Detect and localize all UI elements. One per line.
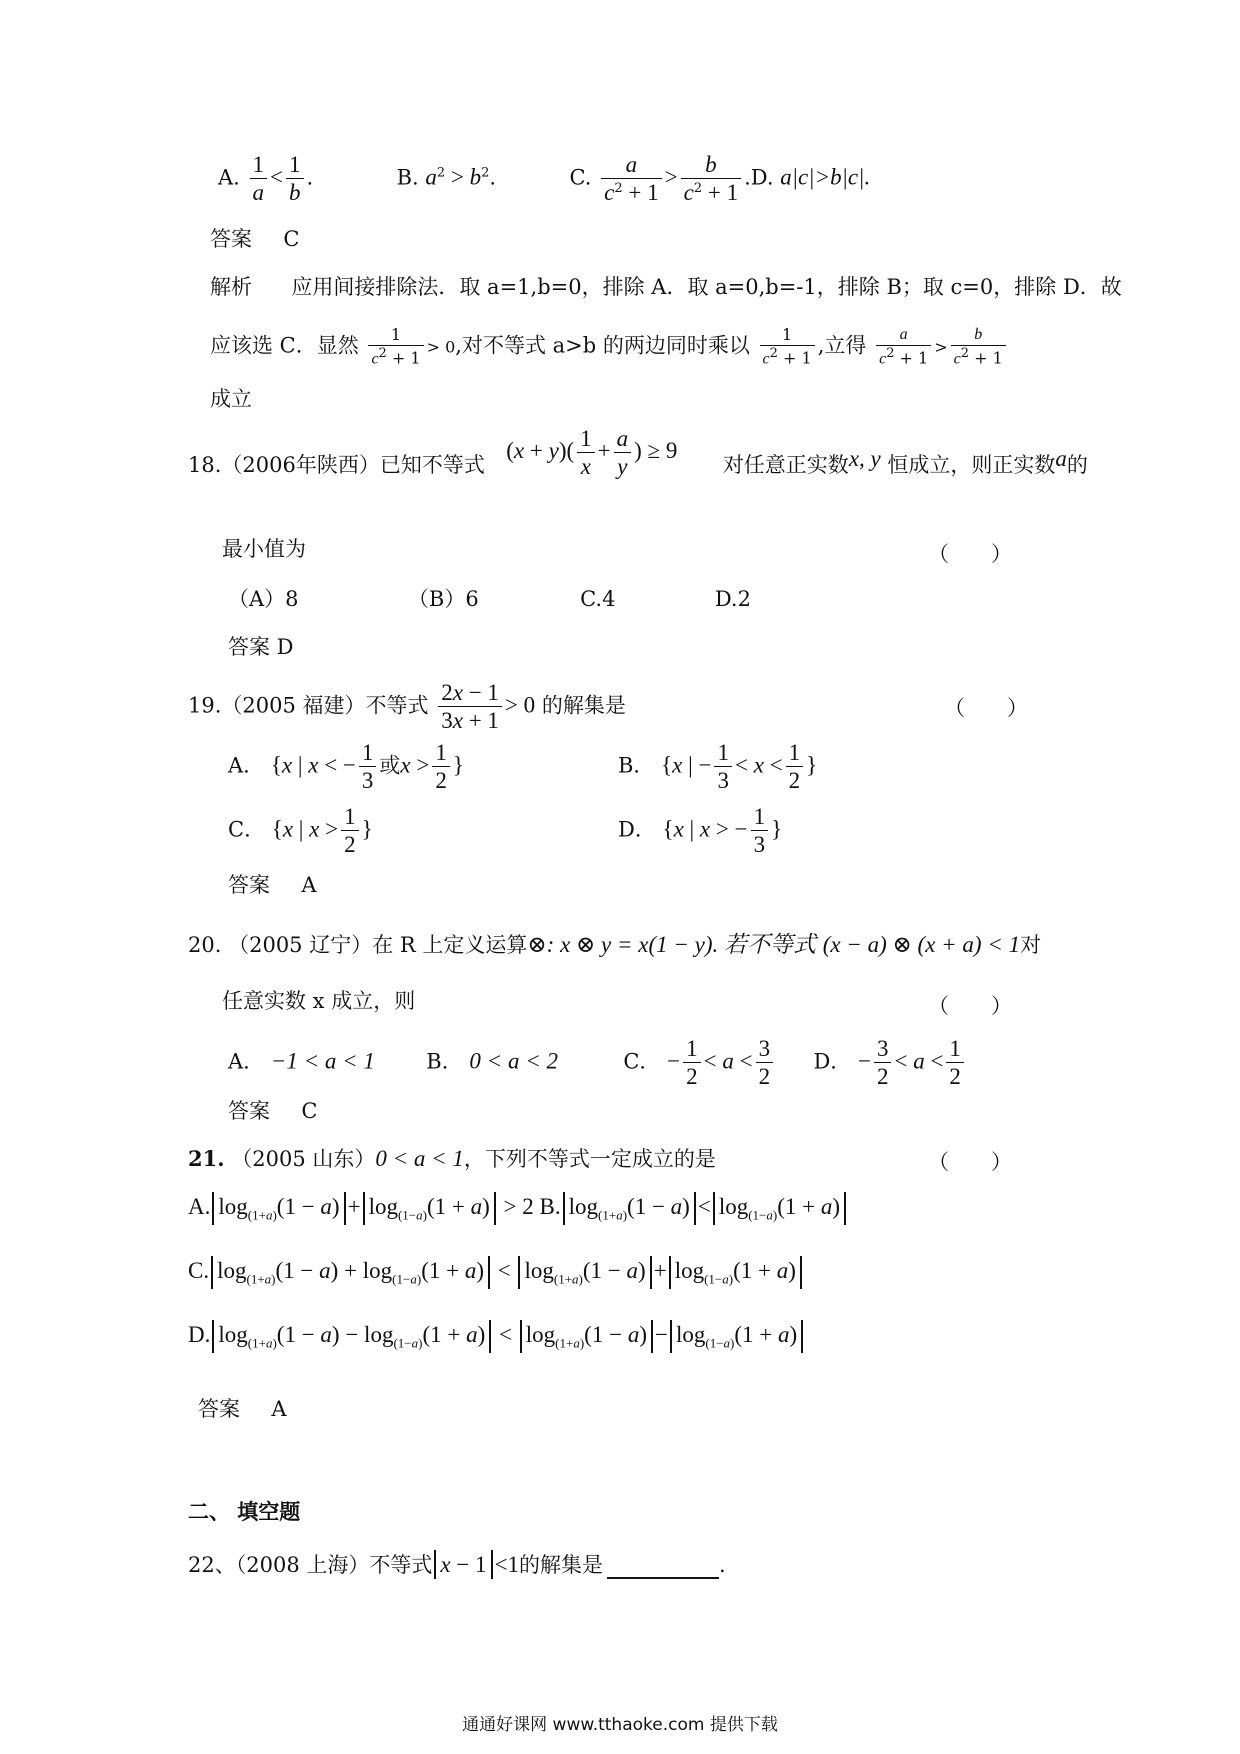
q20-paren: （ ） (928, 994, 1012, 1018)
q17-analysis-line3: 成立 (210, 387, 252, 411)
q22-answer-blank[interactable] (607, 1557, 719, 1579)
q17-analysis-line2: 应该选 C．显然 $\frac{1}{c^2 + 1}$ > 0,对不等式 a>b 的两边同时乘以 $\frac{1}{c^2 + 1}$ ,立得 $\frac{a}{c^2 + 1}$ > $\frac{b}{c^2 + 1}$ (210, 326, 1009, 368)
q18-paren: （ ） (928, 542, 1012, 566)
q17-option-b-label: B. (396, 165, 419, 190)
q17-answer: 答案 C (210, 227, 300, 251)
q19-option-b: B． {x | − $\frac{1}{3}$ < x < $\frac{1}{2}$ } (618, 740, 818, 794)
q19-paren: （ ） (944, 696, 1028, 720)
q20-options: A． −1 < a < 1 B． 0 < a < 2 C． − $\frac{1}{2}$ < a < $\frac{3}{2}$ D． − $\frac{3}{2}$ < a < $\frac{1}{2}$ (228, 1036, 967, 1090)
q21-line1: 21. （2005 山东）0 < a < 1，下列不等式一定成立的是 (188, 1146, 716, 1171)
q17-option-c-label: C. (569, 165, 592, 190)
q21-option-d: D. $\log_{(1+a)}(1 - a) - \log_{(1-a)}(1 + a) < \log_{(1+a)}(1 - a) - \log_{(1-a)}(1 + a)$ (188, 1320, 805, 1353)
q21-option-ab: A. $\log_{(1+a)}(1 - a) + \log_{(1-a)}(1 + a) > 2$ B. $\log_{(1+a)}(1 - a) < \log_{(1-a)}(1 + a)$ (188, 1192, 848, 1225)
q19-answer: 答案 A (228, 873, 317, 897)
q17-options: A. $\frac{1}{a}$ < $\frac{1}{b}$ . B. $a^2 > b^2$. C. $\frac{a}{c^2 + 1}$ > $\frac{b}{c^2 + 1}$ .D. a|c|>b|c|. (218, 152, 871, 206)
q17-option-d: a|c|>b|c|. (780, 164, 871, 190)
q20-line2: 任意实数 x 成立，则 (222, 989, 416, 1013)
q21-option-c: C. $\log_{(1+a)}(1 - a) + \log_{(1-a)}(1 + a) < \log_{(1+a)}(1 - a) + \log_{(1-a)}(1 + a)$ (188, 1256, 804, 1289)
q20-answer: 答案 C (228, 1099, 318, 1123)
q17-option-a-label: A. (218, 165, 240, 190)
q18-line1: 18.（2006年陕西）已知不等式 (x + y)( $\frac{1}{x}$ + $\frac{a}{y}$ ) ≥ 9 对任意正实数x, y 恒成立，则正实数a的 (188, 426, 1088, 480)
q21-answer: 答案 A (198, 1397, 287, 1421)
q17-analysis-line1: 解析 应用间接排除法．取 a=1,b=0，排除 A．取 a=0,b=-1，排除 B；取 c=0，排除 D．故 (210, 275, 1122, 299)
q18-line2: 最小值为 (222, 537, 306, 561)
q18-options: （A）8 （B）6 C.4 D.2 (228, 587, 751, 611)
q18-inequality: (x + y)( $\frac{1}{x}$ + $\frac{a}{y}$ ) ≥ 9 (506, 426, 678, 480)
q19-option-d: D． {x | x > − $\frac{1}{3}$ } (618, 804, 783, 858)
q18-number: 18. (188, 453, 222, 478)
page-footer: 通通好课网 www.tthaoke.com 提供下载 (462, 1715, 778, 1735)
q19-option-a: A． {x | x < − $\frac{1}{3}$ 或x > $\frac{1}{2}$ } (228, 740, 464, 794)
q21-paren: （ ） (928, 1150, 1012, 1174)
q20-line1: 20. （2005 辽宁）在 R 上定义运算⊗: x ⊗ y = x(1 − y). 若不等式 (x − a) ⊗ (x + a) < 1对 (188, 932, 1042, 957)
q22-line: 22、（2008 上海）不等式 x − 1 <1的解集是 . (188, 1550, 726, 1579)
q18-answer: 答案 D (228, 635, 294, 659)
section-title: 二、 填空题 (188, 1499, 301, 1524)
q19-option-c: C． {x | x > $\frac{1}{2}$ } (228, 804, 373, 858)
q19-line1: 19.（2005 福建）不等式 $\frac{2x - 1}{3x + 1}$ > 0 的解集是 (188, 680, 626, 734)
q17-option-d-label: .D. (744, 165, 774, 190)
